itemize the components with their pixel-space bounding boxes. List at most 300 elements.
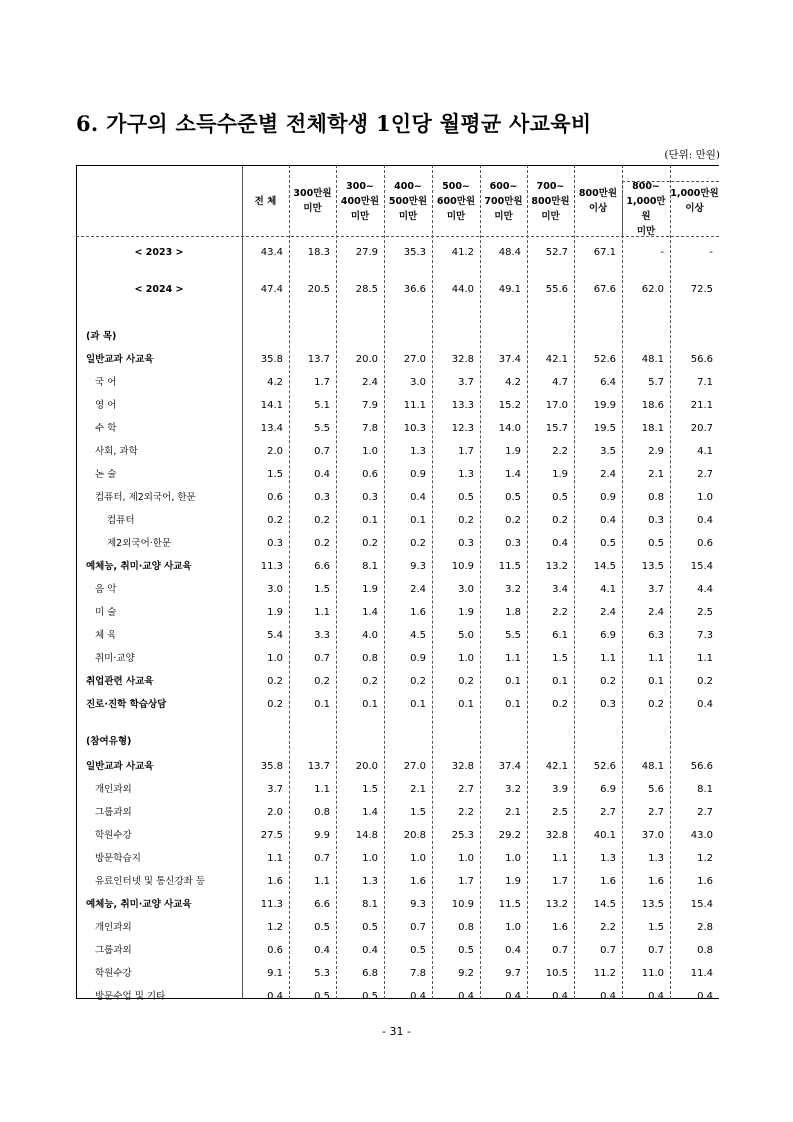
table-cell: 13.5 [641,899,664,910]
table-row [76,920,719,936]
table-cell: 18.6 [641,400,664,411]
table-cell: 3.7 [648,584,664,595]
table-cell: 0.2 [267,676,283,687]
table-cell: 6.9 [600,630,616,641]
table-cell: 11.5 [498,561,521,572]
table-cell: 1.0 [267,653,283,664]
table-cell: 10.3 [403,423,426,434]
row-label: 영 어 [95,400,117,411]
table-cell: 0.5 [552,492,568,503]
table-cell: 0.2 [267,699,283,710]
column-header: 600~ 700만원 미만 [484,180,523,222]
table-cell: 0.7 [552,945,568,956]
table-cell: 35.8 [260,354,283,365]
table-cell: 14.1 [260,400,283,411]
table-cell: 0.2 [314,538,330,549]
table-cell: 19.5 [593,423,616,434]
row-label: 미 술 [95,607,117,618]
table-cell: 1.0 [458,853,474,864]
table-cell: 0.2 [362,676,378,687]
table-cell: 56.6 [690,761,713,772]
table-cell: 0.2 [552,699,568,710]
table-cell: 1.9 [552,469,568,480]
table-cell: 9.2 [458,968,474,979]
table-cell: 1.1 [648,653,664,664]
table-cell: 4.5 [410,630,426,641]
table-cell: 1.5 [267,469,283,480]
table-cell: 11.1 [403,400,426,411]
table-cell: 48.4 [498,247,521,258]
table-cell: 5.1 [314,400,330,411]
table-row [76,989,719,1005]
table-cell: 0.4 [362,945,378,956]
table-cell: 49.1 [498,284,521,295]
table-cell: 1.9 [505,446,521,457]
table-cell: 0.6 [267,492,283,503]
table-cell: 5.7 [648,377,664,388]
table-cell: 36.6 [403,284,426,295]
table-cell: 28.5 [355,284,378,295]
table-cell: 67.6 [593,284,616,295]
table-cell: 0.2 [458,515,474,526]
table-cell: 62.0 [641,284,664,295]
table-cell: 0.2 [410,538,426,549]
table-cell: 3.2 [505,584,521,595]
table-cell: 3.0 [458,584,474,595]
table-cell: 1.1 [600,653,616,664]
table-cell: 9.3 [410,561,426,572]
table-cell: 4.0 [362,630,378,641]
table-cell: 2.2 [458,807,474,818]
table-cell: 0.2 [362,538,378,549]
table-cell: 8.1 [362,561,378,572]
table-cell: 29.2 [498,830,521,841]
row-label: 예체능, 취미·교양 사교육 [86,561,192,572]
table-cell: 4.2 [505,377,521,388]
table-cell: 10.9 [451,899,474,910]
table-cell: 1.6 [648,876,664,887]
table-cell: 4.1 [697,446,713,457]
table-cell: 8.1 [362,899,378,910]
table-cell: 5.4 [267,630,283,641]
table-cell: 20.0 [355,761,378,772]
table-cell: 0.7 [600,945,616,956]
row-label: 컴퓨터, 제2외국어, 한문 [95,492,196,503]
table-cell: 0.3 [505,538,521,549]
row-label: 수 학 [95,423,117,434]
table-cell: 13.7 [307,354,330,365]
table-cell: 1.4 [362,607,378,618]
table-cell: 52.7 [545,247,568,258]
table-cell: 56.6 [690,354,713,365]
table-cell: 2.2 [600,922,616,933]
table-cell: 1.1 [314,876,330,887]
table-cell: 52.6 [593,354,616,365]
table-row [76,282,719,298]
table-cell: 35.8 [260,761,283,772]
table-cell: 0.5 [458,945,474,956]
table-cell: 2.9 [648,446,664,457]
column-header: 400~ 500만원 미만 [388,180,428,222]
row-label: 체 육 [95,630,117,641]
table-cell: 2.1 [410,784,426,795]
table-cell: 0.4 [552,538,568,549]
table-cell: 32.8 [451,761,474,772]
table-cell: 1.3 [600,853,616,864]
table-cell: 1.6 [410,607,426,618]
table-cell: 3.0 [267,584,283,595]
table-cell: 0.1 [458,699,474,710]
table-cell: 11.3 [260,561,283,572]
table-cell: 1.3 [458,469,474,480]
table-cell: 3.7 [458,377,474,388]
row-label: 방문수업 및 기타 [95,991,166,1002]
table-cell: 3.9 [552,784,568,795]
table-cell: 2.0 [267,807,283,818]
row-label: (참여유형) [86,736,132,747]
table-cell: 27.9 [355,247,378,258]
table-cell: 0.3 [267,538,283,549]
table-cell: 0.4 [410,991,426,1002]
table-row [76,605,719,621]
table-cell: 0.3 [600,699,616,710]
table-cell: 10.5 [545,968,568,979]
table-cell: 1.5 [552,653,568,664]
table-cell: 2.1 [505,807,521,818]
table-cell: 6.6 [314,561,330,572]
table-cell: 19.9 [593,400,616,411]
table-cell: 0.8 [648,492,664,503]
row-label: 논 술 [95,469,117,480]
table-cell: 0.5 [648,538,664,549]
table-cell: 11.0 [641,968,664,979]
table-cell: 1.9 [267,607,283,618]
table-row [76,513,719,529]
table-cell: 48.1 [641,761,664,772]
row-label: 그룹과외 [95,807,132,818]
table-cell: 13.2 [545,899,568,910]
table-row [76,697,719,713]
table-cell: 1.0 [505,853,521,864]
row-label: 그룹과외 [95,945,132,956]
table-cell: 2.4 [648,607,664,618]
table-cell: 13.7 [307,761,330,772]
table-cell: 1.6 [600,876,616,887]
table-cell: 0.5 [600,538,616,549]
table-cell: 3.0 [410,377,426,388]
table-cell: 47.4 [260,284,283,295]
table-cell: 2.4 [600,469,616,480]
table-cell: 11.3 [260,899,283,910]
table-cell: 2.7 [600,807,616,818]
table-cell: 32.8 [451,354,474,365]
table-cell: 9.3 [410,899,426,910]
row-label: 취미·교양 [95,653,135,664]
table-cell: 2.4 [410,584,426,595]
table-row [76,490,719,506]
table-cell: 7.3 [697,630,713,641]
row-label: 개인과외 [95,922,132,933]
table-cell: 0.3 [314,492,330,503]
table-cell: 1.5 [362,784,378,795]
table-cell: 0.4 [600,515,616,526]
table-cell: 0.7 [314,446,330,457]
table-cell: 0.9 [410,469,426,480]
table-cell: 0.4 [505,945,521,956]
table-cell: 0.5 [314,922,330,933]
row-label: 취업관련 사교육 [86,676,154,687]
row-label: 학원수강 [95,968,132,979]
table-cell: 0.1 [648,676,664,687]
table-cell: 13.2 [545,561,568,572]
table-cell: 44.0 [451,284,474,295]
table-cell: 1.9 [505,876,521,887]
row-label: 국 어 [95,377,117,388]
table-cell: 43.4 [260,247,283,258]
table-cell: 6.4 [600,377,616,388]
table-cell: 2.7 [458,784,474,795]
table-cell: 14.0 [498,423,521,434]
table-cell: 11.2 [593,968,616,979]
table-cell: 20.0 [355,354,378,365]
table-cell: 11.5 [498,899,521,910]
column-header: 800~ 1,000만원 미만 [626,180,666,237]
table-cell: 3.5 [600,446,616,457]
table-cell: 0.1 [314,699,330,710]
table-cell: 1.1 [697,653,713,664]
table-cell: 52.6 [593,761,616,772]
table-cell: 15.4 [690,899,713,910]
table-cell: 0.4 [410,492,426,503]
table-cell: 0.5 [458,492,474,503]
row-label: 사회, 과학 [95,446,138,457]
table-cell: 35.3 [403,247,426,258]
table-cell: 0.7 [648,945,664,956]
table-cell: 3.2 [505,784,521,795]
table-row [76,467,719,483]
table-cell: 20.5 [307,284,330,295]
table-cell: 0.2 [410,676,426,687]
table-cell: 1.0 [410,853,426,864]
table-cell: 0.2 [314,676,330,687]
table-row [76,536,719,552]
table-cell: 0.8 [458,922,474,933]
table-cell: 0.1 [410,515,426,526]
table-cell: 0.4 [600,991,616,1002]
table-cell: 27.0 [403,354,426,365]
column-header: 700~ 800만원 미만 [531,180,570,222]
table-cell: 0.4 [697,991,713,1002]
table-cell: 1.5 [314,584,330,595]
row-label: (과 목) [86,331,117,342]
row-label: < 2024 > [134,284,184,295]
column-header: 1,000만원 이상 [670,188,719,214]
table-cell: 14.8 [355,830,378,841]
row-label: 제2외국어·한문 [107,538,172,549]
table-cell: 1.0 [505,922,521,933]
table-cell: 0.4 [314,945,330,956]
table-row [76,375,719,391]
table-cell: 0.7 [314,653,330,664]
table-cell: 42.1 [545,761,568,772]
table-cell: 0.8 [314,807,330,818]
table-cell: 13.5 [641,561,664,572]
table-cell: 1.8 [505,607,521,618]
table-cell: 0.2 [505,515,521,526]
table-cell: 43.0 [690,830,713,841]
table-row [76,759,719,775]
table-cell: 0.1 [362,515,378,526]
table-cell: 41.2 [451,247,474,258]
table-row [76,805,719,821]
table-cell: 0.2 [267,515,283,526]
table-cell: 0.1 [410,699,426,710]
table-cell: 1.9 [362,584,378,595]
table-cell: 0.7 [410,922,426,933]
table-cell: 0.1 [362,699,378,710]
row-label: 음 악 [95,584,117,595]
table-cell: 1.6 [267,876,283,887]
table-cell: 5.5 [505,630,521,641]
row-label: 개인과외 [95,784,132,795]
table-cell: 32.8 [545,830,568,841]
row-label: 일반교과 사교육 [86,761,154,772]
table-cell: 7.1 [697,377,713,388]
table-cell: 1.9 [458,607,474,618]
table-cell: 0.8 [362,653,378,664]
table-cell: 3.3 [314,630,330,641]
table-row [76,674,719,690]
table-cell: 7.8 [362,423,378,434]
row-label: 학원수강 [95,830,132,841]
table-cell: 55.6 [545,284,568,295]
table-cell: 1.0 [458,653,474,664]
table-cell: 1.2 [267,922,283,933]
row-label: < 2023 > [134,247,184,258]
table-cell: 48.1 [641,354,664,365]
table-cell: 15.7 [545,423,568,434]
table-cell: 1.1 [267,853,283,864]
page-title: 6. 가구의 소득수준별 전체학생 1인당 월평균 사교육비 [76,111,592,136]
column-header: 500~ 600만원 미만 [436,180,476,222]
column-header: 300만원 미만 [293,188,332,214]
table-cell: 0.2 [648,699,664,710]
table-row [76,782,719,798]
table-cell: 72.5 [690,284,713,295]
table-cell: 1.0 [697,492,713,503]
table-cell: 37.0 [641,830,664,841]
table-cell: 0.1 [505,676,521,687]
table-cell: 0.2 [600,676,616,687]
table-cell: 5.0 [458,630,474,641]
table-row [76,651,719,667]
table-cell: 1.5 [648,922,664,933]
table-row [76,943,719,959]
table-cell: 6.6 [314,899,330,910]
table-cell: 6.8 [362,968,378,979]
table-cell: 9.1 [267,968,283,979]
table-cell: 1.6 [697,876,713,887]
table-cell: 1.0 [362,446,378,457]
table-cell: 0.9 [600,492,616,503]
table-cell: 6.1 [552,630,568,641]
table-cell: 1.4 [362,807,378,818]
table-cell: 0.6 [267,945,283,956]
row-label: 예체능, 취미·교양 사교육 [86,899,192,910]
table-cell: 0.5 [362,991,378,1002]
table-cell: 27.0 [403,761,426,772]
table-cell: 0.5 [410,945,426,956]
table-cell: 1.1 [552,853,568,864]
row-label: 유료인터넷 및 통신강좌 등 [95,876,206,887]
table-cell: 18.1 [641,423,664,434]
table-cell: 37.4 [498,761,521,772]
table-cell: 2.7 [697,807,713,818]
table-cell: 0.7 [314,853,330,864]
table-cell: 0.2 [314,515,330,526]
row-label: 컴퓨터 [107,515,135,526]
table-cell: 0.6 [362,469,378,480]
table-cell: 42.1 [545,354,568,365]
table-cell: 2.4 [600,607,616,618]
table-cell: 4.7 [552,377,568,388]
table-cell: 1.4 [505,469,521,480]
table-cell: 0.2 [697,676,713,687]
table-cell: 13.4 [260,423,283,434]
table-cell: 1.3 [362,876,378,887]
table-cell: 7.9 [362,400,378,411]
table-cell: 67.1 [593,247,616,258]
table-cell: 15.4 [690,561,713,572]
table-cell: 0.4 [267,991,283,1002]
table-cell: 8.1 [697,784,713,795]
column-header: 300~ 400만원 미만 [340,180,380,222]
table-cell: 37.4 [498,354,521,365]
table-cell: 1.7 [314,377,330,388]
table-row [76,352,719,368]
table-row [76,628,719,644]
table-cell: 2.0 [267,446,283,457]
table-cell: 0.4 [648,991,664,1002]
table-cell: 0.4 [458,991,474,1002]
column-header: 전 체 [254,195,277,207]
table-cell: 6.9 [600,784,616,795]
table-cell: 2.1 [648,469,664,480]
table-cell: 4.2 [267,377,283,388]
row-label: 방문학습지 [95,853,141,864]
table-row [76,582,719,598]
table-cell: 2.5 [697,607,713,618]
table-row [76,966,719,982]
table-cell: 40.1 [593,830,616,841]
table-cell: 1.3 [648,853,664,864]
table-cell: 0.9 [410,653,426,664]
table-row [76,398,719,414]
table-cell: 7.8 [410,968,426,979]
table-cell: 0.3 [458,538,474,549]
table-cell: 0.3 [648,515,664,526]
table-cell: 1.1 [314,607,330,618]
table-row [76,444,719,460]
table-cell: 1.7 [552,876,568,887]
table-cell: 0.4 [697,515,713,526]
table-cell: 3.4 [552,584,568,595]
table-cell: 0.2 [458,676,474,687]
row-label: 일반교과 사교육 [86,354,154,365]
table-cell: 3.7 [267,784,283,795]
table-cell: 21.1 [690,400,713,411]
table-cell: 14.5 [593,561,616,572]
